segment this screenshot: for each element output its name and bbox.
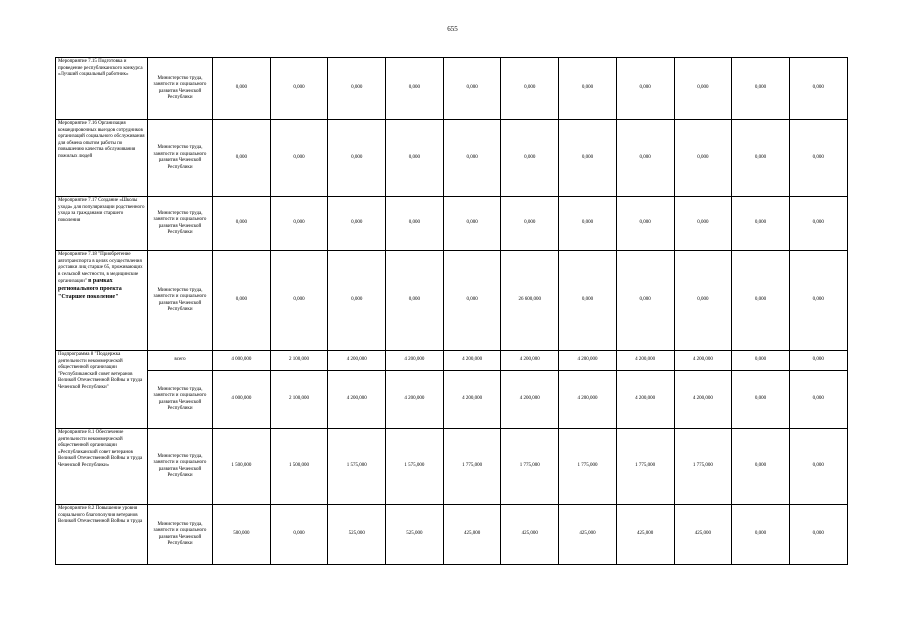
value-cell: 0,000	[732, 371, 790, 429]
measure-name: Мероприятие 7.18 "Приобретение автотранспорта в целях осуществления доставки лиц старше 65, проживающих в сельской местности, в медицинские организации"	[58, 252, 143, 284]
value-cell: 4 000,000	[213, 351, 271, 371]
value-cell: 0,000	[789, 429, 847, 505]
value-cell: 0,000	[270, 58, 328, 120]
value-cell: 0,000	[559, 120, 617, 197]
value-cell: 0,000	[674, 58, 732, 120]
value-cell: 0,000	[270, 197, 328, 251]
value-cell: 0,000	[732, 351, 790, 371]
value-cell: 0,000	[386, 120, 444, 197]
table-row	[56, 505, 848, 565]
value-cell: 525,000	[328, 505, 386, 565]
value-cell: 0,000	[789, 58, 847, 120]
value-cell: 1 575,000	[386, 429, 444, 505]
value-cell: 0,000	[213, 120, 271, 197]
executor-cell: Министерство труда, занятости и социального развития Чеченской Республики	[148, 58, 213, 120]
value-cell: 0,000	[789, 251, 847, 351]
value-cell: 0,000	[328, 251, 386, 351]
value-cell: 0,000	[674, 120, 732, 197]
value-cell: 26 600,000	[501, 251, 559, 351]
value-cell: 0,000	[213, 251, 271, 351]
value-cell: 4 200,000	[616, 351, 674, 371]
value-cell: 0,000	[732, 197, 790, 251]
value-cell: 0,000	[732, 251, 790, 351]
value-cell: 0,000	[559, 197, 617, 251]
measure-name-emphasis: в рамках регионального проекта "Старшее поколение"	[58, 278, 122, 300]
value-cell: 0,000	[789, 120, 847, 197]
measure-name: Мероприятие 7.15 Подготовка и проведение республиканского конкурса «Лучший социальный работник»	[58, 59, 143, 77]
value-cell: 0,000	[213, 58, 271, 120]
value-cell: 0,000	[328, 197, 386, 251]
value-cell: 0,000	[559, 251, 617, 351]
table-row	[56, 429, 848, 505]
value-cell: 1 775,000	[443, 429, 501, 505]
table-row	[56, 251, 848, 351]
value-cell: 4 200,000	[501, 351, 559, 371]
value-cell: 0,000	[386, 251, 444, 351]
value-cell: 0,000	[732, 429, 790, 505]
value-cell: 0,000	[674, 197, 732, 251]
value-cell: 4 200,000	[328, 371, 386, 429]
value-cell: 2 100,000	[270, 371, 328, 429]
value-cell: 0,000	[443, 197, 501, 251]
value-cell: 4 200,000	[328, 351, 386, 371]
value-cell: 425,000	[674, 505, 732, 565]
measure-name-cell	[56, 58, 148, 120]
value-cell: 4 200,000	[443, 351, 501, 371]
measure-name-cell	[56, 251, 148, 351]
value-cell: 425,000	[501, 505, 559, 565]
value-cell: 0,000	[501, 120, 559, 197]
value-cell: 425,000	[616, 505, 674, 565]
value-cell: 2 100,000	[270, 351, 328, 371]
measure-name: Мероприятие 7.17 Создание «Школы ухода» для популяризации родственного ухода за гражданами старшего поколения	[58, 198, 145, 223]
value-cell: 0,000	[732, 505, 790, 565]
value-cell: 4 200,000	[386, 371, 444, 429]
value-cell: 4 000,000	[213, 371, 271, 429]
value-cell: 4 200,000	[559, 351, 617, 371]
value-cell: 0,000	[732, 120, 790, 197]
value-cell: 0,000	[386, 197, 444, 251]
measure-name-cell	[56, 351, 148, 429]
value-cell: 0,000	[559, 58, 617, 120]
measure-name: Подпрограмма 8 "Поддержка деятельности некоммерческой общественной организации "Республиканский совет ветеранов Великой Отечественной Войны и труда Чеченской Республики"	[58, 352, 143, 390]
value-cell: 1 575,000	[328, 429, 386, 505]
value-cell: 1 775,000	[501, 429, 559, 505]
value-cell: 0,000	[328, 120, 386, 197]
value-cell: 0,000	[443, 58, 501, 120]
value-cell: 0,000	[270, 120, 328, 197]
value-cell: 0,000	[789, 371, 847, 429]
table-row	[56, 197, 848, 251]
value-cell: 525,000	[386, 505, 444, 565]
measure-name: Мероприятие 8.1 Обеспечение деятельности некоммерческой общественной организации «Республиканский совет ветеранов Великой Отечественной Войны и труда Чеченской Республики»	[58, 430, 143, 468]
value-cell: 1 500,000	[213, 429, 271, 505]
value-cell: 500,000	[213, 505, 271, 565]
value-cell: 4 200,000	[559, 371, 617, 429]
budget-table	[55, 57, 848, 565]
value-cell: 4 200,000	[616, 371, 674, 429]
measure-name: Мероприятие 7.16 Организация командировочных выездов сотрудников организаций социального обслуживания для обмена опытом работы по повышению качества обслуживания пожилых людей	[58, 121, 145, 159]
table-row	[56, 351, 848, 371]
executor-cell: Министерство труда, занятости и социального развития Чеченской Республики	[148, 371, 213, 429]
executor-cell: Министерство труда, занятости и социального развития Чеченской Республики	[148, 505, 213, 565]
value-cell: 0,000	[674, 251, 732, 351]
value-cell: 1 775,000	[674, 429, 732, 505]
executor-cell: всего	[148, 351, 213, 371]
value-cell: 1 775,000	[559, 429, 617, 505]
value-cell: 0,000	[501, 197, 559, 251]
table-row	[56, 58, 848, 120]
value-cell: 425,000	[559, 505, 617, 565]
value-cell: 0,000	[443, 120, 501, 197]
value-cell: 0,000	[789, 197, 847, 251]
value-cell: 0,000	[270, 251, 328, 351]
measure-name: Мероприятие 8.2 Повышение уровня социального благополучия ветеранов Великой Отечественной Войны и труда	[58, 506, 143, 524]
executor-cell: Министерство труда, занятости и социального развития Чеченской Республики	[148, 251, 213, 351]
value-cell: 0,000	[213, 197, 271, 251]
executor-cell: Министерство труда, занятости и социального развития Чеченской Республики	[148, 120, 213, 197]
value-cell: 0,000	[616, 197, 674, 251]
value-cell: 0,000	[270, 505, 328, 565]
value-cell: 4 200,000	[674, 351, 732, 371]
measure-name-cell	[56, 197, 148, 251]
value-cell: 0,000	[501, 58, 559, 120]
value-cell: 0,000	[616, 251, 674, 351]
value-cell: 425,000	[443, 505, 501, 565]
page-number: 655	[447, 25, 458, 33]
executor-cell: Министерство труда, занятости и социального развития Чеченской Республики	[148, 197, 213, 251]
value-cell: 1 500,000	[270, 429, 328, 505]
value-cell: 4 200,000	[674, 371, 732, 429]
table-row	[56, 371, 848, 429]
value-cell: 4 200,000	[386, 351, 444, 371]
value-cell: 0,000	[732, 58, 790, 120]
value-cell: 4 200,000	[501, 371, 559, 429]
value-cell: 0,000	[386, 58, 444, 120]
value-cell: 0,000	[443, 251, 501, 351]
value-cell: 0,000	[789, 351, 847, 371]
measure-name-cell	[56, 120, 148, 197]
executor-cell: Министерство труда, занятости и социального развития Чеченской Республики	[148, 429, 213, 505]
value-cell: 0,000	[616, 120, 674, 197]
table-row	[56, 120, 848, 197]
measure-name-cell	[56, 505, 148, 565]
value-cell: 4 200,000	[443, 371, 501, 429]
value-cell: 0,000	[328, 58, 386, 120]
value-cell: 0,000	[789, 505, 847, 565]
value-cell: 1 775,000	[616, 429, 674, 505]
measure-name-cell	[56, 429, 148, 505]
value-cell: 0,000	[616, 58, 674, 120]
